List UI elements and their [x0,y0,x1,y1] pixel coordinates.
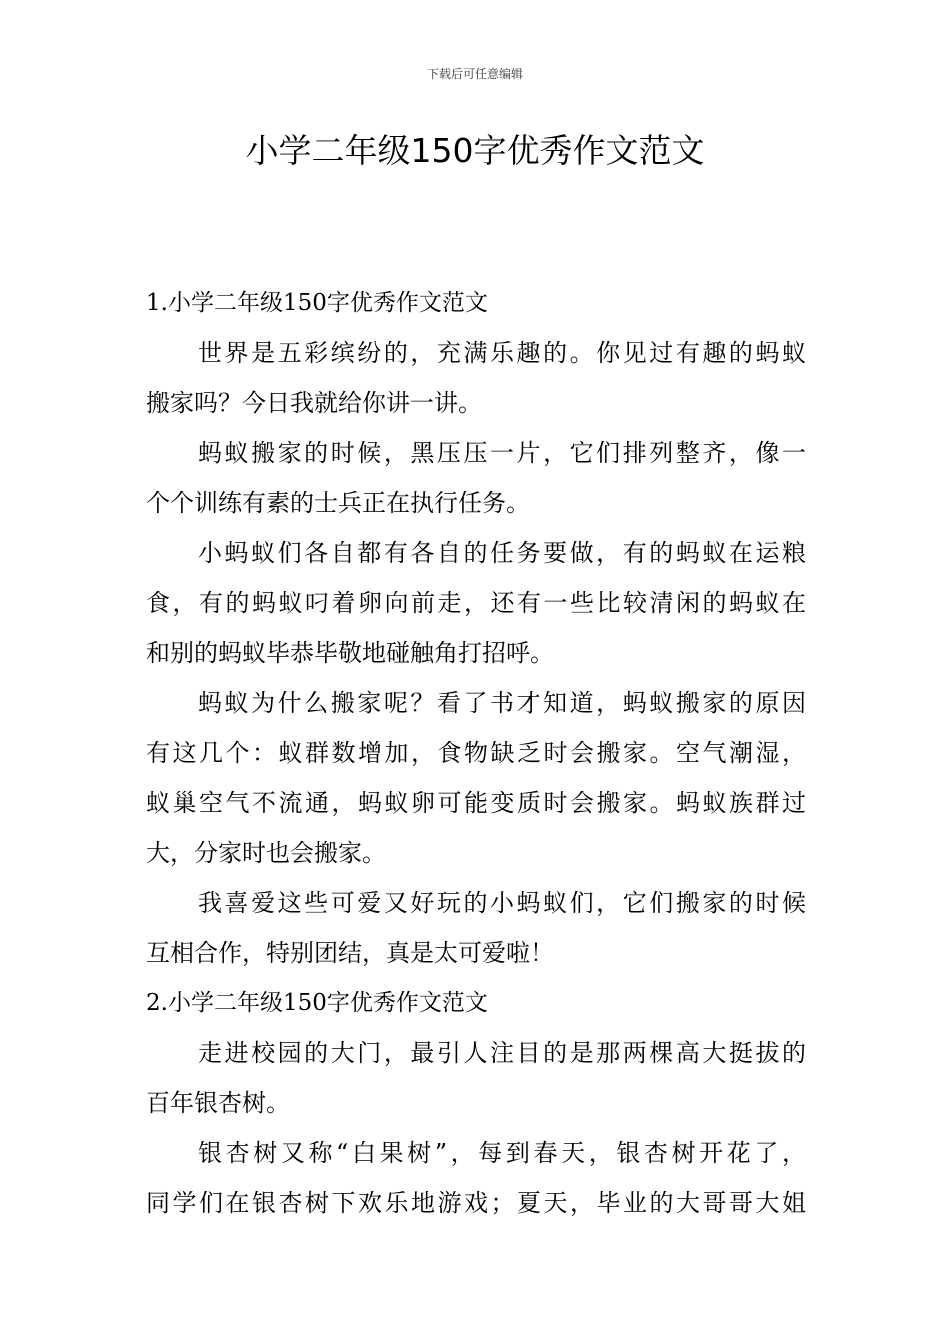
text-line: 大，分家时也会搬家。 [146,839,386,867]
text-line: 个个训练有素的士兵正在执行任务。 [146,489,530,517]
section-heading: 2.小学二年级150字优秀作文范文 [146,990,488,1016]
text-line: 蚂蚁搬家的时候，黑压压一片，它们排列整齐，像一 [198,439,806,467]
document-body [146,278,806,1228]
text-line: 蚂蚁为什么搬家呢？看了书才知道，蚂蚁搬家的原因 [198,689,806,717]
text-line: 互相合作，特别团结，真是太可爱啦！ [146,939,554,967]
document-title: 小学二年级150字优秀作文范文 [245,131,705,170]
text-line: 我喜爱这些可爱又好玩的小蚂蚁们，它们搬家的时候 [198,889,806,917]
text-line: 食，有的蚂蚁叼着卵向前走，还有一些比较清闲的蚂蚁在 [146,589,806,617]
text-line: 同学们在银杏树下欢乐地游戏；夏天，毕业的大哥哥大姐 [146,1189,806,1217]
text-line: 小蚂蚁们各自都有各自的任务要做，有的蚂蚁在运粮 [198,539,806,567]
text-line: 搬家吗？今日我就给你讲一讲。 [146,389,482,417]
text-line: 银杏树又称“白果树”，每到春天，银杏树开花了， [198,1139,806,1167]
text-line: 走进校园的大门，最引人注目的是那两棵高大挺拔的 [198,1039,806,1067]
text-line: 有这几个：蚁群数增加，食物缺乏时会搬家。空气潮湿， [146,739,806,767]
header-note: 下载后可任意编辑 [426,67,523,81]
section-heading: 1.小学二年级150字优秀作文范文 [146,290,488,316]
text-line: 蚁巢空气不流通，蚂蚁卵可能变质时会搬家。蚂蚁族群过 [146,789,806,817]
text-line: 世界是五彩缤纷的，充满乐趣的。你见过有趣的蚂蚁 [198,339,806,367]
text-line: 百年银杏树。 [146,1089,290,1117]
text-line: 和别的蚂蚁毕恭毕敬地碰触角打招呼。 [146,639,554,667]
